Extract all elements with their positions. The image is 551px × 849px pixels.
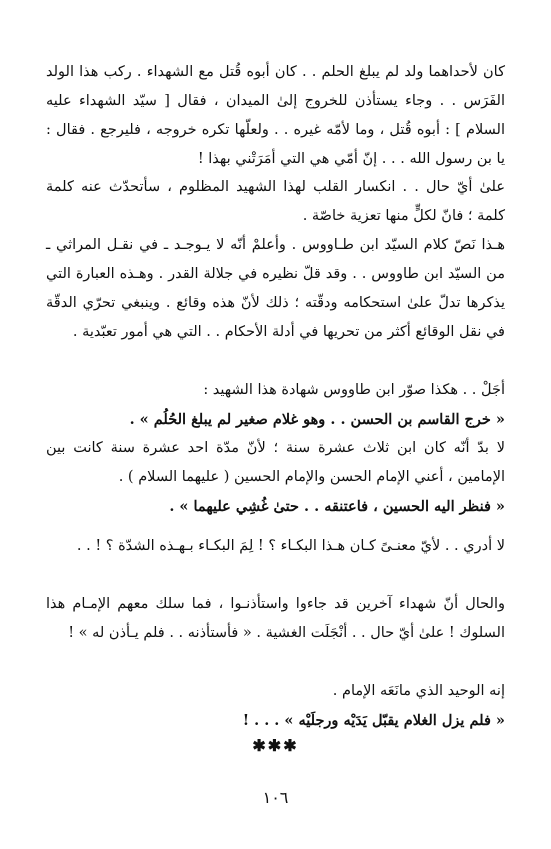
paragraph-2: علىٰ أيّ حال . . انكسار القلب لهذا الشهيد المظلوم ، سأتحدّث عنه كلمة كلمة ؛ فانّ لكلٍّ منها تعزية خاصّة . — [46, 179, 505, 224]
paragraph-1: كان لأحداهما ولد لم يبلغ الحلم . . كان أبوه قُتل مع الشهداء . ركب هذا الولد الفَرَس . . وجاء يستأذن للخروج إلىٰ الميدان ، فقال [ سيّد الشهداء عليه السلام ] : أبوه قُتل ، وما لأمّه غيره . . ولعلّها تكره خروجه ، فليرجع . فقال : يا بن رسول الله . . . إنّ أمّي هي التي أمَرَتْني بهذا ! — [46, 64, 505, 167]
quote-3: « فلم يزل الغلام يقبّل يَدَيْه ورجلَيْه » . . . ! — [242, 712, 505, 729]
quote-1: « خرج القاسم بن الحسن . . وهو غلام صغير لم يبلغ الحُلُم » . — [129, 411, 505, 428]
paragraph-8: إنه الوحيد الذي مانَعَه الإمام . — [332, 683, 505, 699]
paragraph-3: هـذا نَصّ كلام السيّد ابن طـاووس . وأعلمْ أنّه لا يـوجـد ـ في نقـل المراثي ـ من السيّد ابن طاووس . . وقد قلّ نظيره في جلالة القدر . وهـذه العبارة التي يذكرها تدلّ علىٰ استحكامه ودقّته ؛ ذلك لأنّ هذه وقائع . وينبغي تحرّي الدقّة في نقل الوقائع أكثر من تحريها في أدلة الأحكام . . التي هي أمور تعبّدية . — [46, 237, 505, 340]
section-separator: ✱✱✱ — [252, 736, 299, 755]
paragraph-7: والحال أنّ شهداء آخرين قد جاءوا واستأذنـوا ، فما سلك معهم الإمـام هذا السلوك ! علىٰ أيّ حال . . أنْجَلَت الغشية . « فأستأذنه . . فلم يـأذن له » ! — [46, 596, 505, 641]
paragraph-4: أجَلْ . . هكذا صوّر ابن طاووس شهادة هذا الشهيد : — [203, 382, 505, 398]
paragraph-6: لا أدري . . لأيّ معنـىً كـان هـذا البكـاء ؟ ! لِمَ البكـاء بـهـذه الشدّة ؟ ! . . — [76, 538, 505, 554]
quote-2: « فنظر اليه الحسين ، فاعتنقه . . حتىٰ غُشِي عليهما » . — [169, 498, 505, 515]
page-number: ١٠٦ — [262, 788, 289, 807]
paragraph-5: لا بدّ أنّه كان ابن ثلاث عشرة سنة ؛ لأنّ مدّة احد عشرة سنة كانت بين الإمامين ، أعني الإمام الحسن والإمام الحسين ( عليهما السلام ) . — [46, 440, 505, 485]
